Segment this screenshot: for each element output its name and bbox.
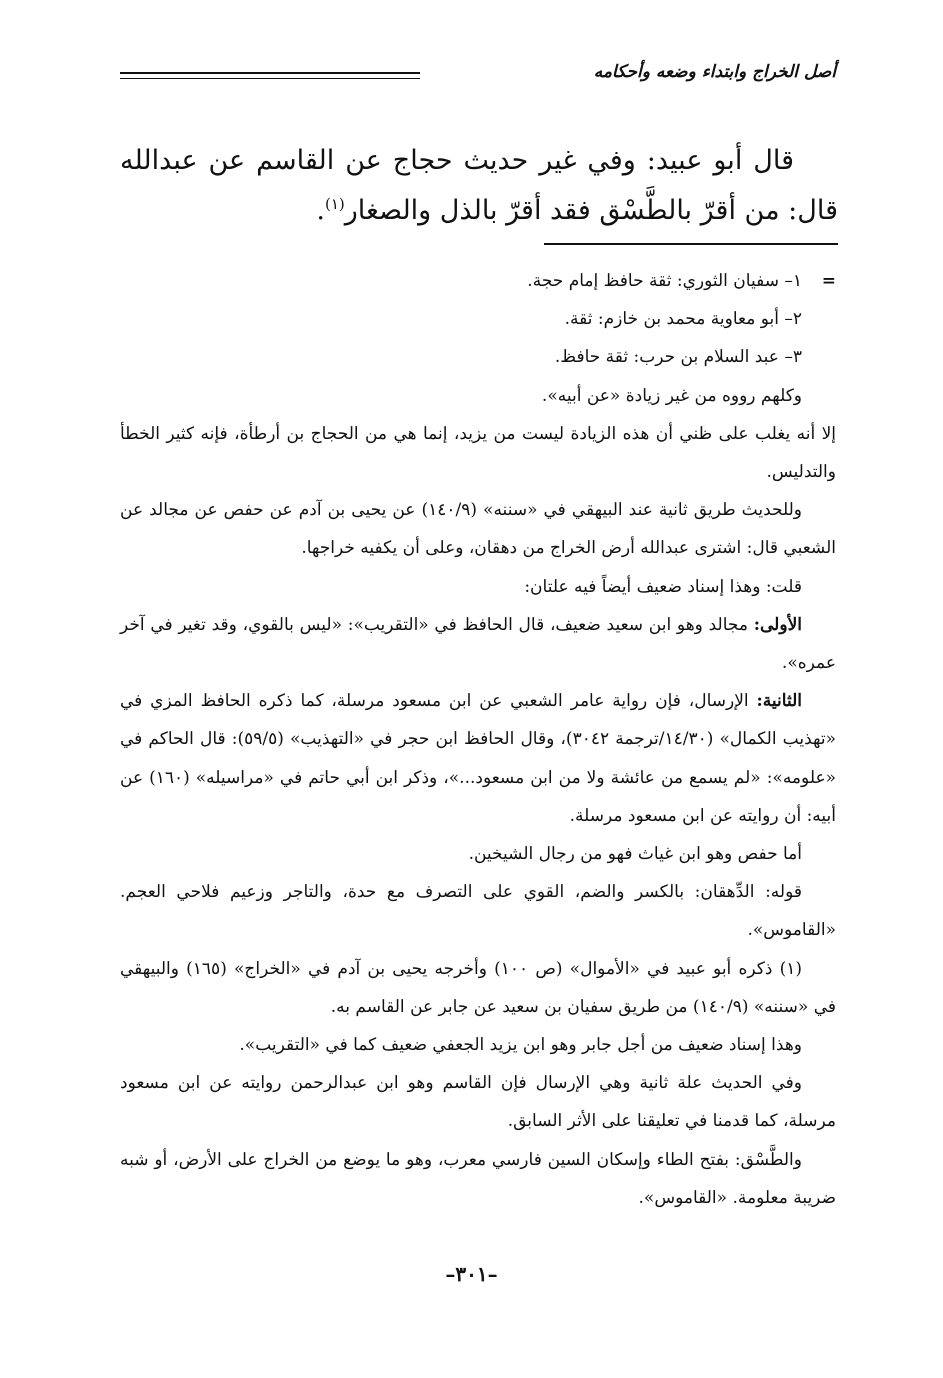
main-paragraph-end: .	[316, 195, 325, 226]
narrator-item-3: ٣– عبد السلام بن حرب: ثقة حافظ.	[554, 347, 802, 368]
footnotes	[120, 262, 836, 1217]
note-paragraph-1: وكلهم رووه من غير زيادة «عن أبيه».	[541, 385, 802, 406]
note-label-second: الثانية:	[756, 691, 802, 712]
note-paragraph-8: قوله: الدِّهقان: بالكسر والضم، القوي على التصرف مع حدة، والتاجر وزعيم فلاحي العجم. «القاموس».	[120, 882, 836, 941]
page-number: –٣٠١–	[445, 1262, 498, 1286]
footnote-1: (١) ذكره أبو عبيد في «الأموال» (ص ١٠٠) وأخرجه يحيى بن آدم في «الخراج» (١٦٥) والبيهقي في «سننه» (١٤٠/٩) من طريق سفيان بن سعيد عن جابر عن القاسم به.	[120, 958, 836, 1017]
note-paragraph-6	[120, 682, 836, 835]
note-paragraph-2: إلا أنه يغلب على ظني أن هذه الزيادة ليست من يزيد، إنما هي من الحجاج بن أرطأة، فإنه كثير الخطأ والتدليس.	[120, 423, 836, 483]
header-rule	[120, 72, 420, 79]
note-paragraph-9: وهذا إسناد ضعيف من أجل جابر وهو ابن يزيد الجعفي ضعيف كما في «التقريب».	[239, 1035, 802, 1056]
note-paragraph-7: أما حفص وهو ابن غياث فهو من رجال الشيخين.	[468, 844, 802, 865]
narrator-item-2: ٢– أبو معاوية محمد بن خازم: ثقة.	[564, 309, 802, 330]
narrator-item-1-text: ١– سفيان الثوري: ثقة حافظ إمام حجة.	[527, 271, 802, 291]
header-title: أصل الخراج وابتداء وضعه وأحكامه	[593, 62, 836, 82]
note-paragraph-4: قلت: وهذا إسناد ضعيف أيضاً فيه علتان:	[524, 576, 802, 597]
note-paragraph-11: والطَّسْق: بفتح الطاء وإسكان السين فارسي معرب، وهو ما يوضع من الخراج على الأرض، أو شبه ضريبة معلومة. «القاموس».	[120, 1149, 836, 1208]
note-paragraph-5-text: مجالد وهو ابن سعيد ضعيف، قال الحافظ في «التقريب»: «ليس بالقوي، وقد تغير في آخر عمره».	[120, 614, 836, 674]
footnote-ref: (١)	[324, 195, 345, 213]
footnote-divider	[544, 243, 838, 245]
note-label-first: الأولى:	[753, 614, 802, 635]
main-text	[120, 136, 838, 236]
note-paragraph-6-text: الإرسال، فإن رواية عامر الشعبي عن ابن مسعود مرسلة، كما ذكره الحافظ المزي في «تهذيب الكمال» (١٤/٣٠/ترجمة ٣٠٤٢)، وقال الحافظ ابن حجر في «التهذيب» (٥٩/٥): قال الحاكم في «علومه»: «لم يسمع من عائشة ولا من ابن مسعود...»، وذكر ابن أبي حاتم في «مراسيله» (١٦٠) عن أبيه: أن روايته عن ابن مسعود مرسلة.	[120, 691, 836, 826]
narrator-item-1	[120, 262, 836, 300]
note-paragraph-3: وللحديث طريق ثانية عند البيهقي في «سننه» (١٤٠/٩) عن يحيى بن آدم عن حفص عن مجالد عن الشعبي قال: اشترى عبدالله أرض الخراج من دهقان، وعلى أن يكفيه خراجها.	[120, 500, 836, 559]
main-paragraph-text: قال أبو عبيد: وفي غير حديث حجاج عن القاسم عن عبدالله قال: من أقرّ بالطَّسْق فقد أقرّ بالذل والصغار	[120, 145, 838, 226]
main-paragraph	[120, 136, 838, 236]
note-paragraph-5	[120, 606, 836, 682]
continuation-mark: =	[821, 271, 836, 291]
note-paragraph-10: وفي الحديث علة ثانية وهي الإرسال فإن القاسم وهو ابن عبدالرحمن روايته عن ابن مسعود مرسلة، كما قدمنا في تعليقنا على الأثر السابق.	[120, 1073, 836, 1132]
running-header	[120, 60, 836, 94]
